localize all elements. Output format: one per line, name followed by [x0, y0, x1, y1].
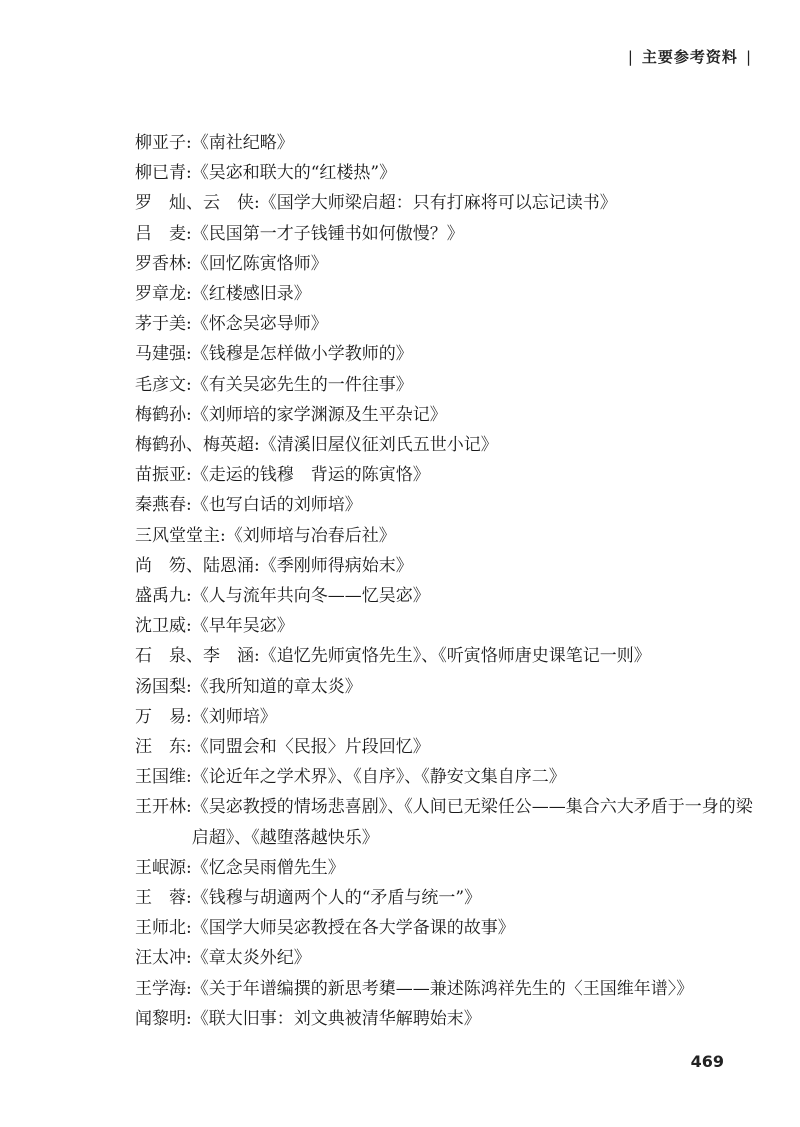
reference-author: 柳已青:: [135, 163, 192, 184]
reference-author: 汪太冲:: [135, 948, 192, 969]
reference-item: [135, 943, 755, 973]
reference-title: 《刘师培与冶春后社》: [225, 525, 396, 546]
reference-author: 汤国梨:: [135, 676, 192, 697]
reference-author: 马建强:: [135, 344, 192, 365]
reference-author: 石 泉、李 涵:: [135, 646, 260, 667]
reference-title: 《同盟会和〈民报〉片段回忆》: [191, 737, 430, 758]
reference-title: 《早年吴宓》: [191, 616, 294, 637]
reference-title: 《怀念吴宓导师》: [191, 314, 328, 335]
reference-title: 《追忆先师寅恪先生》、《听寅恪师唐史课笔记一则》: [259, 646, 651, 667]
reference-title: 《刘师培》: [191, 706, 277, 727]
reference-item: [135, 913, 755, 943]
header-title: 主要参考资料: [641, 48, 738, 66]
reference-item: [135, 641, 755, 671]
reference-title: 《人与流年共向冬——忆吴宓》: [191, 586, 430, 607]
reference-author: 梅鹤孙:: [135, 404, 192, 425]
reference-author: 王师北:: [135, 918, 192, 939]
reference-item: [135, 672, 755, 702]
reference-title: 《刘师培的家学渊源及生平杂记》: [191, 404, 447, 425]
reference-title: 《民国第一才子钱锺书如何傲慢？》: [191, 223, 464, 244]
reference-item: [135, 1004, 755, 1034]
reference-item: [135, 551, 755, 581]
reference-item: [135, 974, 755, 1004]
reference-title: 《联大旧事：刘文典被清华解聘始末》: [191, 1008, 481, 1029]
reference-item: [135, 430, 755, 460]
reference-item: [135, 219, 755, 249]
reference-title: 《吴宓教授的情场悲喜剧》、《人间已无梁任公——集合六大矛盾于一身的梁启超》、《越堕落越快乐》: [191, 797, 753, 848]
reference-author: 万 易:: [135, 706, 192, 727]
reference-author: 毛彦文:: [135, 374, 192, 395]
reference-author: 盛禹九:: [135, 586, 192, 607]
reference-title: 《也写白话的刘师培》: [191, 495, 362, 516]
reference-author: 尚 笏、陆恩涌:: [135, 555, 260, 576]
reference-item: [135, 883, 755, 913]
reference-title: 《忆念吴雨僧先生》: [191, 857, 345, 878]
reference-item: [135, 853, 755, 883]
reference-author: 茅于美:: [135, 314, 192, 335]
reference-author: 秦燕春:: [135, 495, 192, 516]
reference-item: [135, 702, 755, 732]
reference-author: 汪 东:: [135, 737, 192, 758]
reference-author: 闻黎明:: [135, 1008, 192, 1029]
reference-item: [135, 732, 755, 762]
reference-author: 三风堂堂主:: [135, 525, 226, 546]
reference-item: [135, 158, 755, 188]
reference-item: [135, 339, 755, 369]
reference-title: 《红楼感旧录》: [191, 284, 311, 305]
reference-item: [135, 460, 755, 490]
reference-item: [135, 188, 755, 218]
reference-title: 《清溪旧屋仪征刘氏五世小记》: [259, 435, 498, 456]
reference-title: 《关于年谱编撰的新思考橥——兼述陈鸿祥先生的〈王国维年谱〉》: [191, 978, 694, 999]
reference-item: [135, 490, 755, 520]
reference-author: 沈卫威:: [135, 616, 192, 637]
reference-author: 王开林:: [135, 797, 192, 818]
reference-title: 《有关吴宓先生的一件往事》: [191, 374, 413, 395]
reference-item: [135, 762, 755, 792]
header-left-bar: |: [627, 48, 634, 66]
reference-author: 王学海:: [135, 978, 192, 999]
reference-item: [135, 370, 755, 400]
page-number: 469: [690, 1052, 724, 1071]
reference-author: 吕 麦:: [135, 223, 192, 244]
reference-item: [135, 309, 755, 339]
header-right-bar: |: [745, 48, 752, 66]
reference-title: 《论近年之学术界》、《自序》、《静安文集自序二》: [191, 767, 566, 788]
reference-author: 王国维:: [135, 767, 192, 788]
reference-title: 《回忆陈寅恪师》: [191, 253, 328, 274]
reference-item: [135, 792, 755, 852]
reference-author: 梅鹤孙、梅英超:: [135, 435, 260, 456]
reference-title: 《我所知道的章太炎》: [191, 676, 362, 697]
reference-item: [135, 128, 755, 158]
reference-title: 《吴宓和联大的“红楼热”》: [191, 163, 397, 184]
reference-author: 柳亚子:: [135, 133, 192, 153]
reference-item: [135, 400, 755, 430]
reference-title: 《国学大师吴宓教授在各大学备课的故事》: [191, 918, 515, 939]
reference-author: 苗振亚:: [135, 465, 192, 486]
reference-item: [135, 279, 755, 309]
reference-title: 《钱穆与胡適两个人的“矛盾与统一”》: [191, 888, 482, 909]
reference-item: [135, 249, 755, 279]
reference-item: [135, 521, 755, 551]
reference-author: 罗香林:: [135, 253, 192, 274]
reference-item: [135, 581, 755, 611]
running-header: [620, 46, 760, 67]
reference-author: 罗章龙:: [135, 284, 192, 305]
reference-author: 王 蓉:: [135, 888, 192, 909]
reference-title: 《章太炎外纪》: [191, 948, 311, 969]
reference-item: [135, 611, 755, 641]
reference-author: 罗 灿、云 侠:: [135, 193, 260, 214]
reference-title: 《走运的钱穆 背运的陈寅恪》: [191, 465, 430, 486]
reference-title: 《国学大师梁启超：只有打麻将可以忘记读书》: [259, 193, 617, 214]
reference-title: 《南社纪略》: [191, 133, 294, 153]
reference-title: 《钱穆是怎样做小学教师的》: [191, 344, 413, 365]
reference-title: 《季刚师得病始末》: [259, 555, 413, 576]
reference-author: 王岷源:: [135, 857, 192, 878]
reference-list: [135, 128, 755, 1034]
